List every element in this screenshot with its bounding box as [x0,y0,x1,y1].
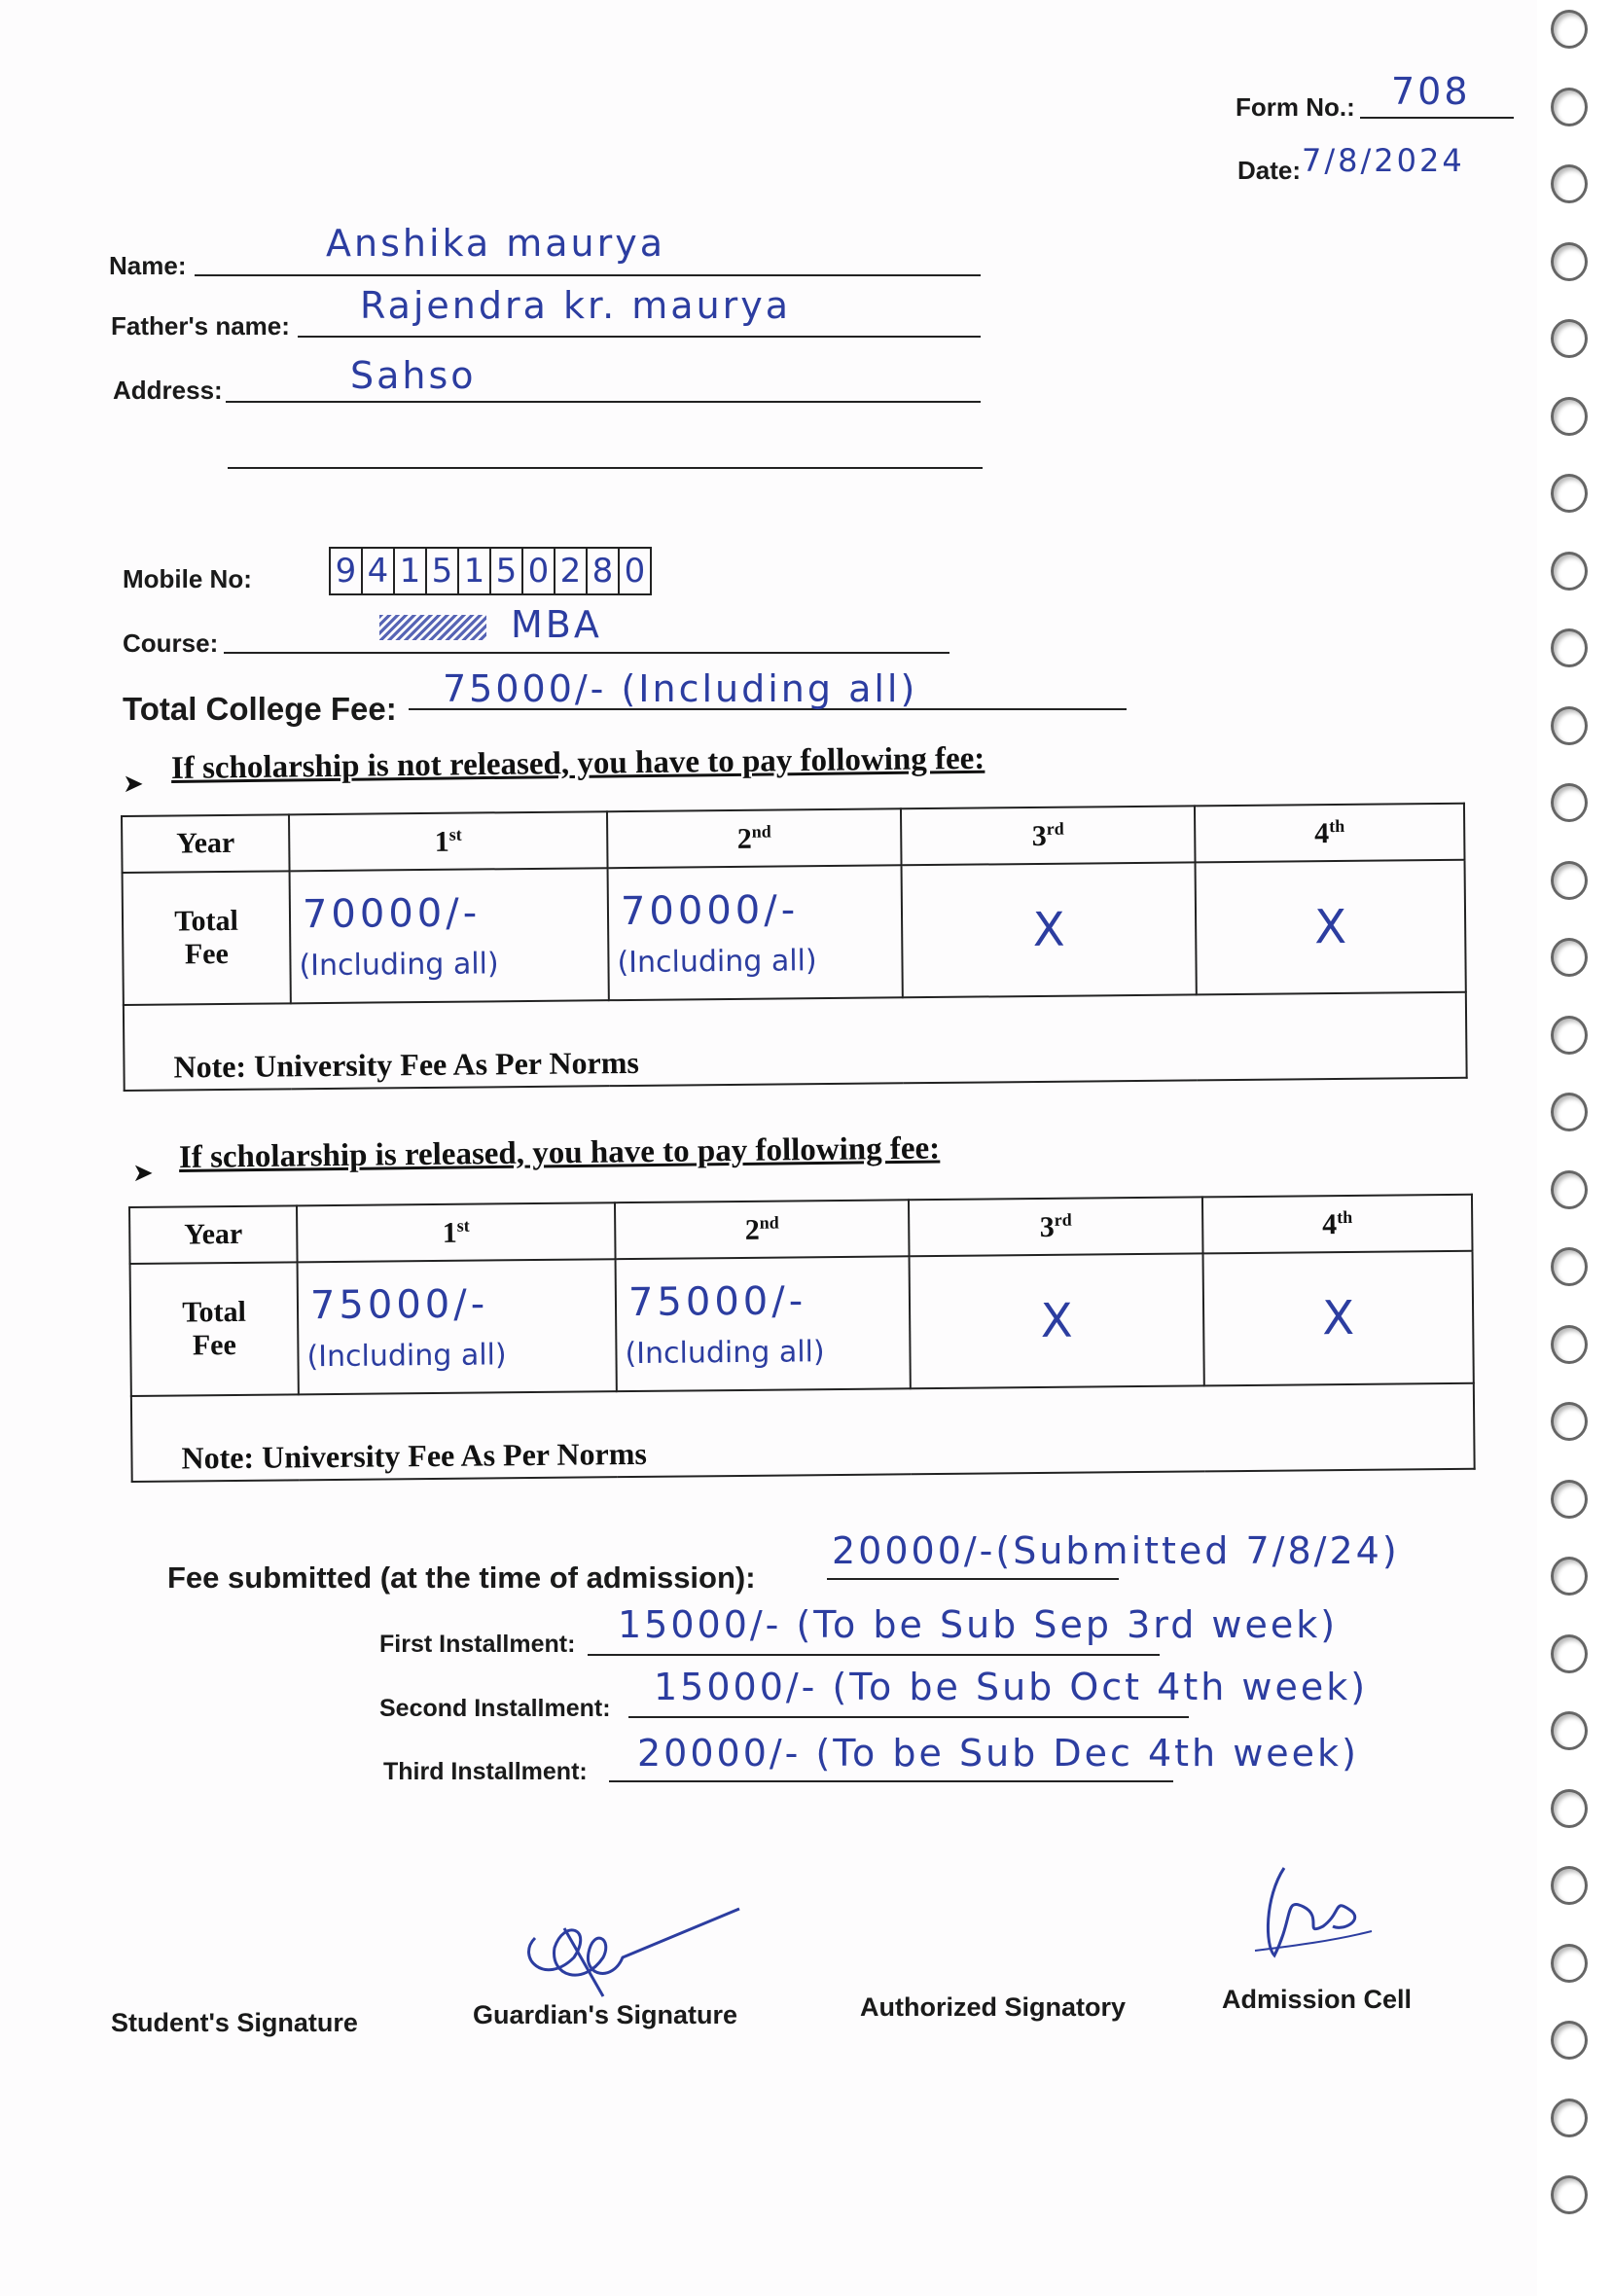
binding-hole [1551,1944,1588,1983]
second-installment-label: Second Installment: [379,1695,611,1722]
authorized-signatory-label: Authorized Signatory [860,1992,1127,2022]
binding-hole [1551,2099,1588,2137]
mobile-digit: 0 [523,549,555,593]
binding-hole [1551,10,1588,49]
mobile-digit: 8 [588,549,620,593]
form-no-value: 708 [1391,70,1471,113]
father-name-label: Father's name: [111,311,290,341]
third-installment-line [609,1780,1173,1782]
mobile-digit: 4 [363,549,395,593]
binding-hole [1551,1634,1588,1673]
binding-hole [1551,1789,1588,1828]
year-2-fee: 75000/- (Including all) [616,1256,911,1391]
date-value: 7/8/2024 [1302,142,1465,179]
first-installment-line [588,1654,1160,1656]
binding-hole [1551,1402,1588,1441]
binding-hole [1551,2175,1588,2214]
year-1-header: 1st [289,811,608,871]
mobile-digit: 5 [427,549,459,593]
year-header: Year [129,1205,298,1264]
binding-hole [1551,552,1588,591]
binding-hole [1551,706,1588,745]
fee-table-not-released [121,803,1468,1092]
binding-hole [1551,1325,1588,1364]
course-line [224,652,949,654]
year-1-fee: 70000/- (Including all) [290,868,609,1003]
binding-hole [1551,88,1588,126]
name-line [195,274,981,276]
binding-hole [1551,1016,1588,1055]
second-installment-value: 15000/- (To be Sub Oct 4th week) [654,1666,1369,1708]
total-fee-row-label: Total Fee [130,1262,299,1396]
year-1-fee: 75000/- (Including all) [298,1259,617,1394]
binding-hole [1551,474,1588,513]
course-label: Course: [123,628,219,658]
form-no-label: Form No.: [1236,92,1355,122]
year-4-header: 4th [1195,804,1465,863]
binding-hole [1551,397,1588,436]
binding-hole [1551,319,1588,358]
binding-hole [1551,164,1588,203]
university-fee-note: Note: University Fee As Per Norms [124,992,1467,1091]
year-4-fee-cross: X [1196,860,1466,995]
binding-hole [1551,1711,1588,1750]
binding-hole [1551,1247,1588,1286]
year-3-fee-cross: X [910,1253,1204,1388]
released-heading: If scholarship is released, you have to pay following fee: [178,1130,941,1175]
father-name-line [298,336,981,338]
admission-signature-mark [1245,1858,1391,1975]
year-4-fee-cross: X [1203,1251,1474,1386]
mobile-digit: 1 [395,549,427,593]
guardian-signature-label: Guardian's Signature [473,2000,737,2029]
date-label: Date: [1237,156,1302,185]
binding-hole [1551,628,1588,667]
binding-hole [1551,1866,1588,1905]
fee-submitted-line [827,1578,1119,1580]
binding-hole [1551,242,1588,281]
binding-hole [1551,1170,1588,1209]
arrow-bullet-icon: ➤ [123,769,144,798]
mobile-digit: 0 [624,552,646,591]
binding-hole [1551,1557,1588,1596]
fee-submitted-value: 20000/-(Submitted 7/8/24) [832,1529,1400,1572]
mobile-digit: 9 [331,549,363,593]
address-value: Sahso [350,354,477,397]
binding-hole [1551,2021,1588,2060]
third-installment-label: Third Installment: [383,1758,588,1785]
form-no-line [1360,117,1514,119]
father-name-value: Rajendra kr. maurya [360,284,792,327]
guardian-signature-mark [506,1899,749,2016]
mobile-digit: 5 [491,549,523,593]
year-2-fee: 70000/- (Including all) [608,865,903,1000]
year-header: Year [122,814,290,873]
binding-hole [1551,1480,1588,1519]
course-value: MBA [511,603,602,646]
address-label: Address: [113,376,223,405]
binding-hole [1551,938,1588,977]
year-3-header: 3rd [901,806,1196,865]
spiral-binding [1543,0,1611,2296]
first-installment-label: First Installment: [379,1631,576,1658]
second-installment-line [628,1716,1189,1718]
not-released-heading: If scholarship is not released, you have to pay following fee: [170,740,985,786]
total-college-fee-label: Total College Fee: [123,691,397,727]
name-label: Name: [109,251,187,280]
year-4-header: 4th [1202,1195,1473,1254]
address-line-2 [228,467,983,469]
mobile-digit: 2 [555,549,588,593]
binding-hole [1551,783,1588,822]
total-fee-row-label: Total Fee [123,871,291,1005]
binding-hole [1551,861,1588,900]
student-signature-label: Student's Signature [111,2008,358,2037]
mobile-label: Mobile No: [123,564,252,593]
name-value: Anshika maurya [326,222,666,265]
university-fee-note: Note: University Fee As Per Norms [131,1383,1475,1482]
year-2-header: 2nd [615,1200,910,1259]
year-2-header: 2nd [607,808,902,868]
third-installment-value: 20000/- (To be Sub Dec 4th week) [637,1732,1359,1775]
fee-table-released [128,1194,1476,1483]
mobile-number-boxes [329,547,652,595]
address-line [226,401,981,403]
year-3-fee-cross: X [902,862,1197,997]
fee-submitted-label: Fee submitted (at the time of admission): [167,1561,756,1595]
mobile-digit: 1 [459,549,491,593]
total-college-fee-value: 75000/- (Including all) [443,667,918,710]
arrow-bullet-icon: ➤ [132,1158,154,1187]
admission-cell-label: Admission Cell [1222,1985,1413,2014]
binding-hole [1551,1093,1588,1131]
year-1-header: 1st [297,1202,616,1262]
year-3-header: 3rd [909,1197,1203,1256]
first-installment-value: 15000/- (To be Sub Sep 3rd week) [618,1603,1339,1646]
